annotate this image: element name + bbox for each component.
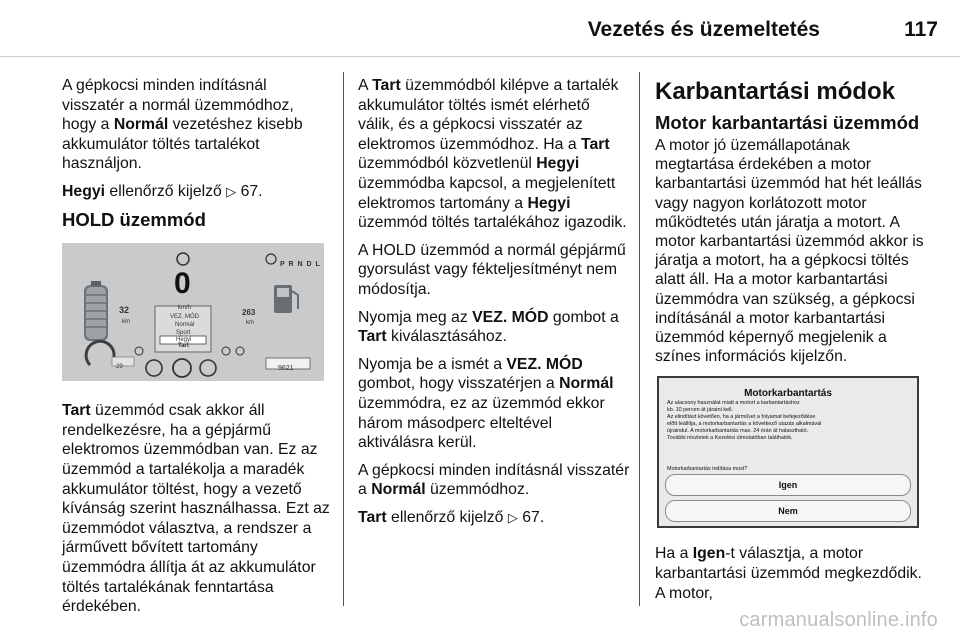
column-3 (655, 76, 927, 611)
electric-range-unit: km (122, 319, 130, 326)
hold-mode-heading: HOLD üzemmód (62, 208, 206, 230)
paragraph-hold-acceleration: A HOLD üzemmód a normál gépjármű gyorsulást vagy fékteljesítményt nem módosítja. (358, 241, 626, 298)
electric-range: 32 (119, 305, 130, 316)
speed-readout: 0 (174, 267, 191, 301)
page-ref-arrow-icon: ▷ (226, 183, 237, 199)
no-button[interactable]: Nem (665, 500, 911, 522)
battery-gauge-icon (84, 281, 108, 341)
drive-mode-menu-title: VEZ. MÓD (170, 314, 200, 321)
paragraph-hegyi-indicator: Hegyi ellenőrző kijelző ▷ 67. (62, 182, 263, 200)
speed-unit: km/h (178, 305, 192, 312)
paragraph-tart-exit: A Tart üzemmódból kilépve a tartalék akkumulátor töltés ismét elérhető válik, és a gépkocsi visszatér az elektromos üzemmódhoz. Ha a Tart üzemmódból közvetlenül Hegyi üzemmódba kapcsol, a megjelenített elektromos tartomány a Hegyi üzemmód töltés tartalékához igazodik. (358, 77, 627, 232)
column-divider-1 (343, 72, 344, 606)
drive-mode-option: Sport (176, 330, 191, 337)
paragraph-normal-mode: A gépkocsi minden indításnál visszatér a normál üzemmódhoz, hogy a Normál vezetéshez kisebb akkumulátor töltés tartalékot használjon. (62, 77, 303, 173)
dialog-title: Motorkarbantartás (744, 388, 832, 400)
engine-maintenance-heading: Motor karbantartási üzemmód (655, 112, 920, 133)
drive-mode-option: Hegyi (176, 337, 192, 344)
watermark: carmanualsonline.info (739, 609, 938, 631)
drive-mode-option-selected: Tart (178, 343, 189, 350)
drive-mode-option: Normál (175, 322, 195, 329)
engine-maintenance-dialog (657, 376, 919, 528)
paragraph-igen-selected: Ha a Igen-t választja, a motor karbantartási üzemmód megkezdődik. A motor, (655, 545, 922, 602)
header-rule (0, 56, 960, 57)
odometer-readout: 9621 (278, 365, 294, 373)
trip-readout: 29 (116, 364, 123, 371)
page-number: 117 (904, 18, 938, 41)
gear-indicator: P R N D L (280, 261, 321, 269)
fuel-range-unit: km (246, 320, 254, 327)
column-1 (62, 76, 332, 625)
paragraph-restart-normal: A gépkocsi minden indításnál visszatér a Normál üzemmódhoz. (358, 461, 630, 499)
yes-button[interactable]: Igen (665, 474, 911, 496)
paragraph-press-button: Nyomja meg az VEZ. MÓD gombot a Tart kiválasztásához. (358, 308, 619, 346)
paragraph-tart-mode: Tart üzemmód csak akkor áll rendelkezésre, ha a gépjármű elektromos üzemmódban van. Ez az üzemmód a tartalékolja a maradék akkumulátor töltést, hogy a vezető kívánság szerint használhassa. Ezt az üzemmódot választva, a rendszer a járművett bővített tartomány üzemmódra állítja át az akkumulátor töltés tartalékának fenntartása érdekében. (62, 402, 330, 616)
paragraph-press-again: Nyomja be a ismét a VEZ. MÓD gombot, hogy visszatérjen a Normál üzemmódra, ez az üzemmód ekkor három másodperc elteltével aktiválásra kerül. (358, 355, 614, 452)
column-divider-2 (639, 72, 640, 606)
maintenance-modes-heading: Karbantartási módok (655, 78, 896, 105)
page-header-title: Vezetés és üzemeltetés (587, 18, 820, 41)
paragraph-tart-indicator: Tart ellenőrző kijelző ▷ 67. (358, 508, 545, 526)
paragraph-engine-maintenance: A motor jó üzemállapotának megtartása érdekében a motor karbantartási üzemmód hat hét leállás vagy nagyon korlátozott motor működtetés után járatja a motort. A motor karbantartási üzemmód akkor is járatja a motort, ha a gépkocsi töltés alatt áll. Ha a motor karbantartási üzemmódra van szükség, a gépkocsi indításánál a motor karbantartási üzemmód képernyő megjelenik a színes információs kijelzőn. (655, 137, 924, 366)
instrument-cluster-image (62, 243, 324, 381)
dialog-body: Az alacsony használat miatt a motort a karbantartáshoz kb. 10 percen át járatni kell. Az elindítást követően, ha a járművet a folyamat befejeződése előtt leállítja, a motorkarbantartás a következő utazás alkalmával újraindul. A motorkarbantartás max. 24 órán át halasztható. További részletek a Kezelési útmutatóban találhatók. (667, 400, 822, 442)
page-ref-arrow-icon: ▷ (507, 509, 518, 525)
column-2 (358, 76, 630, 535)
fuel-range: 263 (242, 308, 256, 318)
dialog-question: Motorkarbantartás indítása most? (667, 466, 748, 473)
